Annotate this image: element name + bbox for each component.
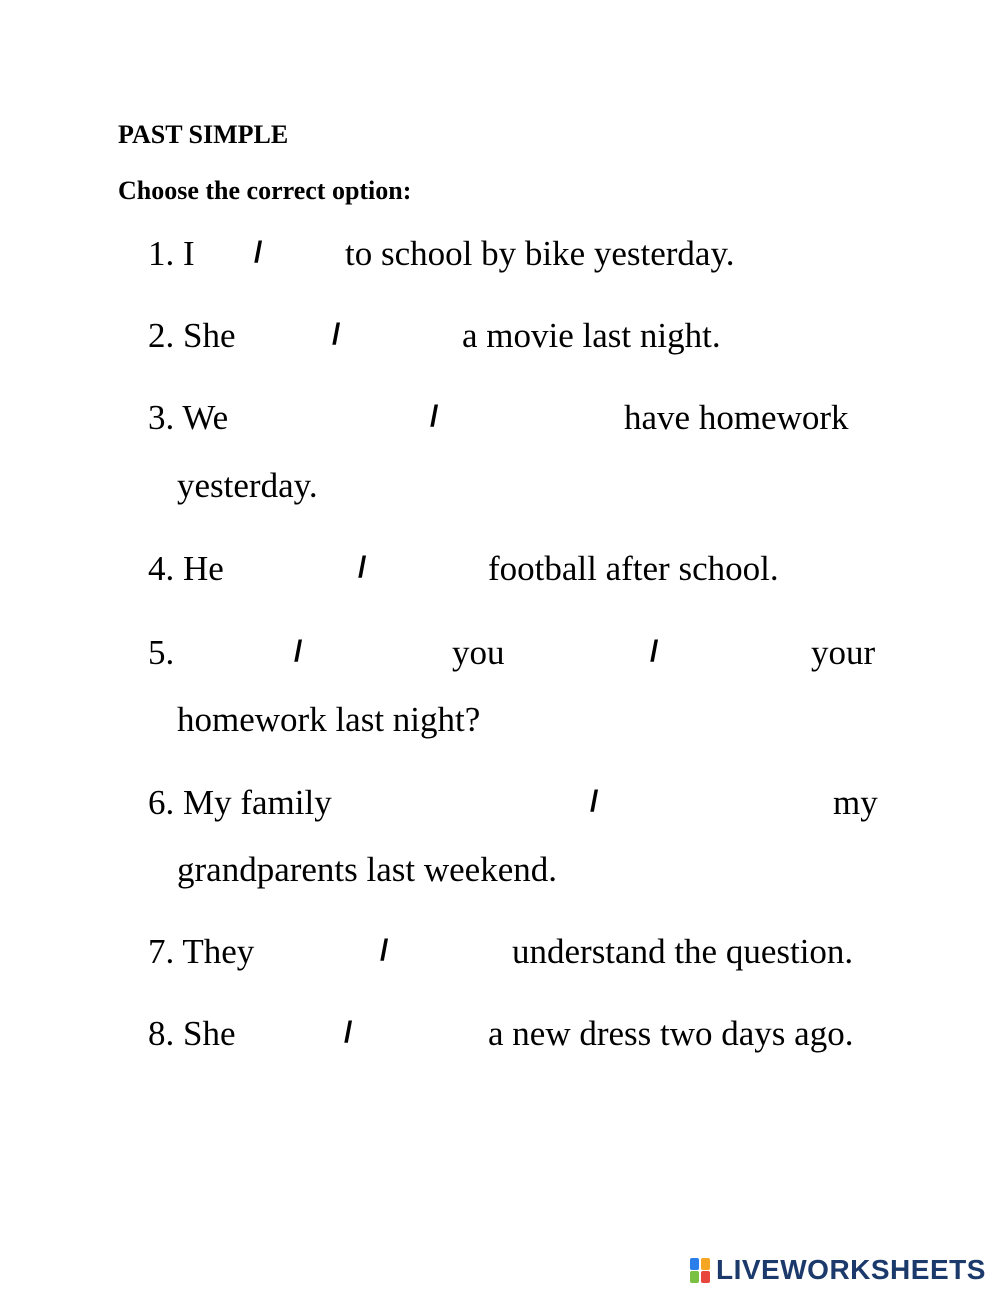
question-6-option-a[interactable] — [368, 783, 578, 817]
question-3-option-b[interactable] — [452, 398, 612, 432]
question-5-middle: you — [452, 633, 505, 672]
question-6-start: 6. My family — [148, 783, 332, 822]
liveworksheets-logo — [690, 1254, 986, 1286]
question-5-end: your — [811, 633, 876, 672]
question-2-option-a[interactable] — [252, 316, 326, 350]
question-5-continuation: homework last night? — [177, 700, 481, 739]
question-4-option-a[interactable] — [240, 549, 350, 583]
question-3-continuation: yesterday. — [177, 466, 318, 505]
question-7-option-b[interactable] — [400, 932, 500, 966]
liveworksheets-logo-text: LIVEWORKSHEETS — [716, 1254, 986, 1285]
question-1-start: 1. I — [148, 234, 195, 273]
question-1-separator: / — [254, 236, 263, 269]
question-1-option-a[interactable] — [196, 234, 250, 268]
question-5-option-b[interactable] — [520, 633, 640, 667]
question-8-option-a[interactable] — [252, 1014, 336, 1048]
question-6-end: my — [833, 783, 878, 822]
question-3-option-a[interactable] — [250, 398, 420, 432]
question-7-option-a[interactable] — [272, 932, 372, 966]
question-6-continuation: grandparents last weekend. — [177, 850, 557, 889]
question-4-option-b[interactable] — [378, 549, 478, 583]
question-6-option-b[interactable] — [612, 783, 822, 817]
question-5-separator-1: / — [294, 635, 303, 668]
question-2-option-b[interactable] — [352, 316, 452, 350]
question-7-end: understand the question. — [512, 932, 854, 971]
question-8-end: a new dress two days ago. — [488, 1014, 854, 1053]
question-3-start: 3. We — [148, 398, 229, 437]
question-6-separator: / — [590, 785, 599, 818]
liveworksheets-logo-icon — [690, 1256, 712, 1284]
question-3-separator: / — [430, 400, 439, 433]
question-8-start: 8. She — [148, 1014, 236, 1053]
question-1-option-b[interactable] — [274, 234, 336, 268]
question-2-end: a movie last night. — [462, 316, 721, 355]
question-1-end: to school by bike yesterday. — [345, 234, 735, 273]
question-4-end: football after school. — [488, 549, 779, 588]
worksheet-instruction: Choose the correct option: — [118, 176, 412, 205]
question-5-start: 5. — [148, 633, 175, 672]
worksheet-title: PAST SIMPLE — [118, 120, 289, 149]
question-7-separator: / — [380, 934, 389, 967]
question-3-end: have homework — [624, 398, 849, 437]
question-5-option-c[interactable] — [670, 633, 800, 667]
question-5-option-a[interactable] — [182, 633, 286, 667]
question-8-separator: / — [344, 1016, 353, 1049]
question-8-option-b[interactable] — [364, 1014, 478, 1048]
question-4-separator: / — [358, 551, 367, 584]
question-4-start: 4. He — [148, 549, 224, 588]
question-7-start: 7. They — [148, 932, 255, 971]
question-2-separator: / — [332, 318, 341, 351]
question-5-separator-2: / — [650, 635, 659, 668]
question-2-start: 2. She — [148, 316, 236, 355]
